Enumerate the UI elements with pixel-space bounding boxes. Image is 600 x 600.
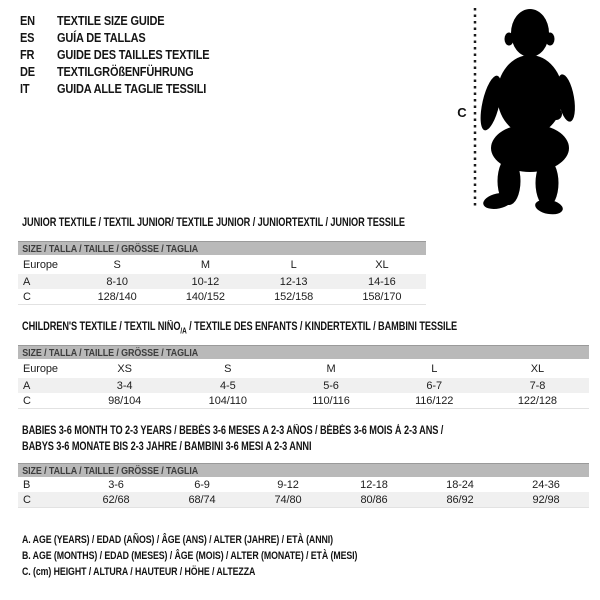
months-cell: 12-18 (360, 478, 388, 491)
children-title-part2: / TEXTILE DES ENFANTS / KINDERTEXTIL / BAMBINI TESSILE (186, 321, 458, 333)
babies-height-row (18, 492, 589, 507)
height-cell: 98/104 (108, 394, 142, 407)
height-cell: 128/140 (97, 290, 137, 303)
size-cell: S (113, 258, 121, 271)
months-cell: 6-9 (194, 478, 210, 491)
babies-months-row (18, 477, 589, 492)
size-cell: L (290, 258, 297, 271)
footnotes (22, 534, 441, 582)
height-cell: 74/80 (274, 493, 302, 506)
size-cell: S (224, 362, 232, 375)
height-cell: 122/128 (517, 394, 557, 407)
size-header-label: SIZE / TALLA / TAILLE / GRÖSSE / TAGLIA (22, 464, 199, 477)
junior-section-title: JUNIOR TEXTILE / TEXTIL JUNIOR/ TEXTILE JUNIOR / JUNIORTEXTIL / JUNIOR TESSILE (22, 217, 405, 229)
junior-europe-row (18, 255, 426, 274)
lang-code: ES (20, 30, 35, 45)
babies-size-header-bar (18, 463, 589, 477)
babies-section-title (22, 423, 443, 455)
lang-label: TEXTILGRÖßENFÜHRUNG (56, 64, 194, 79)
height-cell: 80/86 (360, 493, 388, 506)
row-label: C (23, 493, 31, 506)
children-size-table (18, 345, 589, 409)
height-cell: 116/122 (415, 394, 454, 407)
size-cell: XL (375, 258, 389, 271)
lang-code: DE (20, 64, 35, 79)
row-label: Europe (23, 258, 58, 271)
babies-size-table (18, 463, 589, 508)
age-cell: 8-10 (106, 275, 128, 288)
baby-silhouette-shape (476, 9, 578, 216)
lang-label: TEXTILE SIZE GUIDE (56, 13, 165, 28)
children-title-part1: CHILDREN'S TEXTILE / TEXTIL NIÑO (22, 321, 181, 333)
junior-height-row (18, 289, 426, 304)
height-cell: 140/152 (185, 290, 225, 303)
size-cell: M (326, 362, 336, 375)
footnote-b: B. AGE (MONTHS) / EDAD (MESES) / ÂGE (MOIS) / ALTER (MONATE) / ETÀ (MESI) (22, 550, 358, 562)
height-cell: 92/98 (532, 493, 560, 506)
footnote-c: C. (cm) HEIGHT / ALTURA / HAUTEUR / HÖHE / ALTEZZA (22, 566, 256, 578)
lang-row-de (20, 63, 209, 80)
size-cell: L (431, 362, 438, 375)
height-cell: 62/68 (102, 493, 130, 506)
age-cell: 5-6 (323, 379, 339, 392)
lang-label: GUIDE DES TAILLES TEXTILE (56, 47, 210, 62)
children-height-row (18, 393, 589, 408)
row-label: C (23, 290, 31, 303)
age-cell: 10-12 (191, 275, 220, 288)
children-size-header-bar (18, 345, 589, 359)
height-cell: 110/116 (312, 394, 350, 407)
age-cell: 14-16 (368, 275, 396, 288)
months-cell: 3-6 (108, 478, 124, 491)
row-label: C (23, 394, 31, 407)
size-header-label: SIZE / TALLA / TAILLE / GRÖSSE / TAGLIA (22, 242, 199, 255)
children-europe-row (18, 359, 589, 378)
footnote-a: A. AGE (YEARS) / EDAD (AÑOS) / ÂGE (ANS) / ALTER (JAHRE) / ETÀ (ANNI) (22, 534, 333, 546)
baby-height-figure (430, 0, 600, 218)
height-cell: 86/92 (446, 493, 474, 506)
row-label: B (23, 478, 31, 491)
months-cell: 18-24 (446, 478, 474, 491)
height-cell: 158/170 (362, 290, 402, 303)
babies-title-line2: BABYS 3-6 MONATE BIS 2-3 JAHRE / BAMBINI 3-6 MESI A 2-3 ANNI (22, 441, 312, 453)
size-cell: M (200, 258, 210, 271)
lang-row-es (20, 29, 209, 46)
junior-age-row (18, 274, 426, 289)
age-cell: 4-5 (220, 379, 236, 392)
children-section-title (22, 319, 457, 339)
lang-code: IT (20, 81, 30, 96)
age-cell: 3-4 (116, 379, 133, 392)
lang-code: FR (20, 47, 35, 62)
height-cell: 152/158 (274, 290, 314, 303)
lang-label: GUIDA ALLE TAGLIE TESSILI (56, 81, 207, 96)
figure-height-label: C (457, 105, 467, 120)
lang-row-fr (20, 46, 209, 63)
age-cell: 12-13 (279, 275, 308, 288)
lang-label: GUÍA DE TALLAS (56, 30, 146, 45)
height-cell: 68/74 (188, 493, 216, 506)
size-cell: XL (530, 362, 545, 375)
children-age-row (18, 378, 589, 393)
row-label: Europe (23, 362, 58, 375)
lang-row-it (20, 80, 209, 97)
lang-code: EN (20, 13, 35, 28)
age-cell: 7-8 (529, 379, 546, 392)
junior-size-table (18, 241, 426, 305)
months-cell: 24-36 (532, 478, 560, 491)
lang-row-en (20, 12, 209, 29)
size-header-label: SIZE / TALLA / TAILLE / GRÖSSE / TAGLIA (22, 346, 199, 359)
children-title-sub: /A (180, 326, 187, 336)
junior-size-header-bar (18, 241, 426, 255)
row-label: A (23, 275, 31, 288)
row-label: A (23, 379, 31, 392)
months-cell: 9-12 (277, 478, 299, 491)
size-cell: XS (117, 362, 132, 375)
babies-title-line1: BABIES 3-6 MONTH TO 2-3 YEARS / BEBÉS 3-6 MESES A 2-3 AÑOS / BÉBÉS 3-6 MOIS À 2-3 ANS / (22, 425, 444, 437)
height-cell: 104/110 (208, 394, 247, 407)
language-header (20, 12, 235, 97)
age-cell: 6-7 (426, 379, 443, 392)
